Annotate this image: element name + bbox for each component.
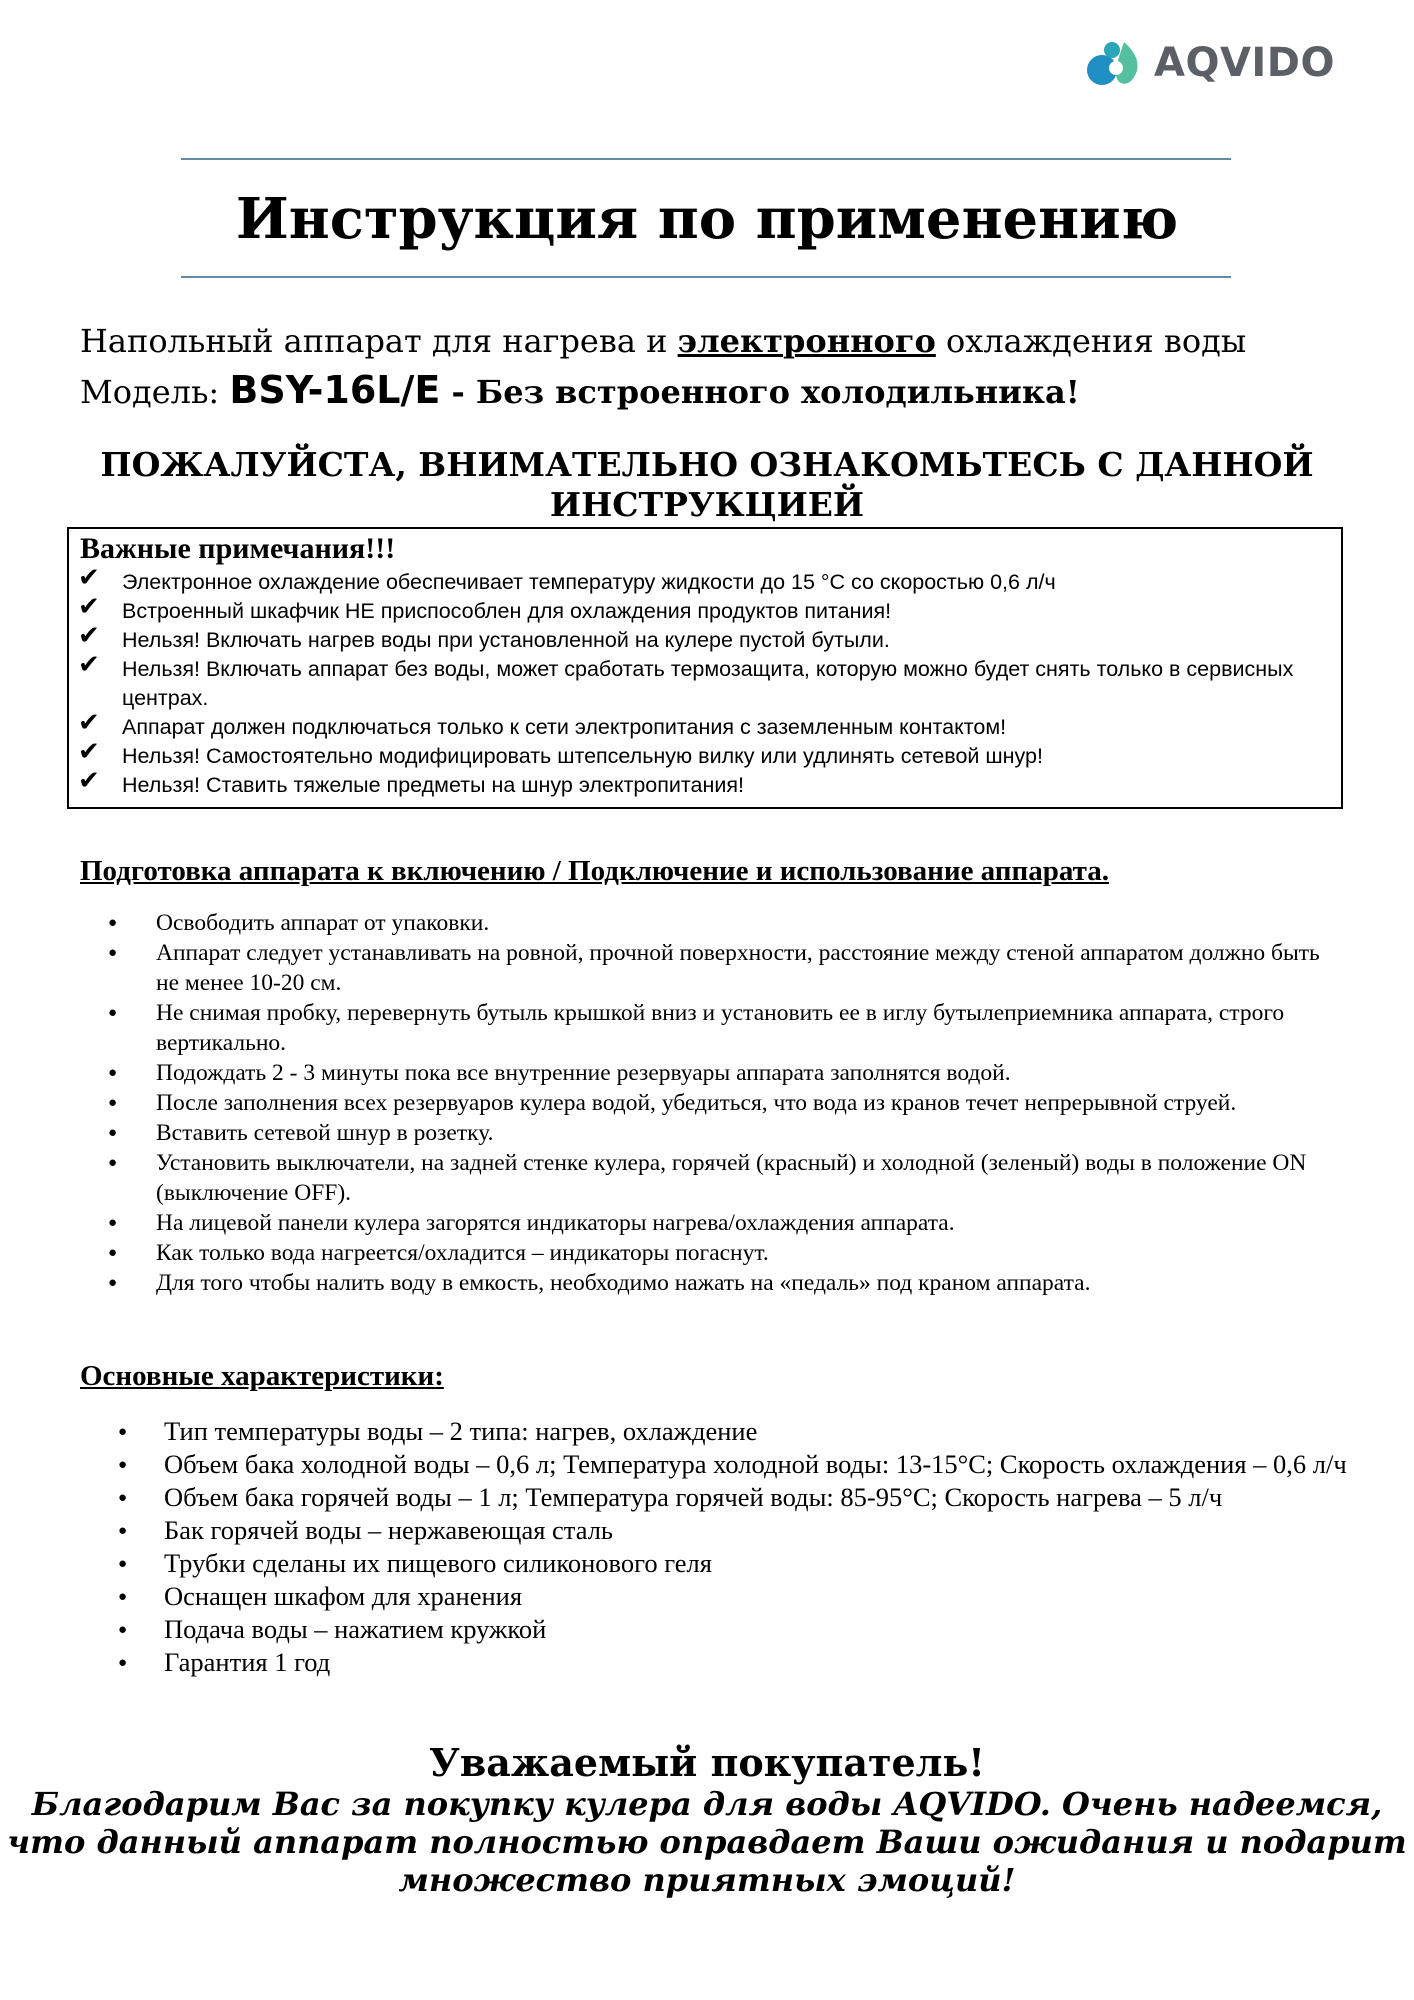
checkmark-icon: ✔: [78, 737, 100, 767]
please-read-notice: ПОЖАЛУЙСТА, ВНИМАТЕЛЬНО ОЗНАКОМЬТЕСЬ С ДАННОЙ ИНСТРУКЦИЕЙ: [100, 445, 1314, 524]
model-line: Модель: BSY-16L/E - Без встроенного холодильника!: [80, 368, 1080, 412]
model-warning: - Без встроенного холодильника!: [440, 373, 1080, 411]
title-rule-bottom: [181, 276, 1231, 278]
list-item: ● Вставить сетевой шнур в розетку.: [108, 1118, 1338, 1148]
list-item: ● Бак горячей воды – нержавеющая сталь: [118, 1514, 1348, 1547]
list-item: ● Тип температуры воды – 2 типа: нагрев, охлаждение: [118, 1415, 1348, 1448]
list-item: ● Как только вода нагреется/охладится – индикаторы погаснут.: [108, 1238, 1338, 1268]
list-item: ● Аппарат следует устанавливать на ровной, прочной поверхности, расстояние между стеной аппаратом должно быть не менее 10-20 см.: [108, 938, 1338, 998]
thanks-message: Благодарим Вас за покупку кулера для воды AQVIDO. Очень надеемся, что данный аппарат полностью оправдает Ваши ожидания и подарит множество приятных эмоций!: [7, 1785, 1407, 1899]
list-item: ● После заполнения всех резервуаров кулера водой, убедиться, что вода из кранов течет непрерывной струей.: [108, 1088, 1338, 1118]
list-item: ✔ Нельзя! Включать аппарат без воды, может сработать термозащита, которую можно будет снять только в сервисных центрах.: [78, 650, 1294, 710]
brand-logo: [1080, 30, 1335, 96]
list-item: ● Гарантия 1 год: [118, 1646, 1348, 1679]
list-item: ● Освободить аппарат от упаковки.: [108, 908, 1338, 938]
list-item: ✔ Встроенный шкафчик НЕ приспособлен для охлаждения продуктов питания!: [78, 592, 892, 623]
list-item: ● Объем бака горячей воды – 1 л; Температура горячей воды: 85-95°C; Скорость нагрева – 5 л/ч: [118, 1481, 1348, 1514]
emphasis-word: электронного: [677, 322, 936, 360]
list-item: ● Установить выключатели, на задней стенке кулера, горячей (красный) и холодной (зеленый) воды в положение ON (выключение OFF).: [108, 1148, 1338, 1208]
specs-heading: Основные характеристики:: [80, 1360, 444, 1392]
model-code: BSY-16L/E: [229, 368, 441, 412]
preparation-heading: Подготовка аппарата к включению / Подключение и использование аппарата.: [80, 855, 1109, 887]
list-item: ✔ Нельзя! Самостоятельно модифицировать штепсельную вилку или удлинять сетевой шнур!: [78, 737, 1043, 768]
list-item: ● Объем бака холодной воды – 0,6 л; Температура холодной воды: 13-15°C; Скорость охлаждения – 0,6 л/ч: [118, 1448, 1348, 1481]
preparation-list: [108, 908, 1338, 1298]
list-item: ✔ Нельзя! Включать нагрев воды при установленной на кулере пустой бутыли.: [78, 621, 890, 652]
important-notes-list: [78, 563, 1328, 800]
list-item: ● Подача воды – нажатием кружкой: [118, 1613, 1348, 1646]
product-description: Напольный аппарат для нагрева и электронного охлаждения воды: [80, 322, 1247, 360]
aqvido-drops-icon: [1080, 30, 1146, 96]
important-notes-title: Важные примечания!!!: [80, 532, 396, 565]
checkmark-icon: ✔: [78, 592, 100, 622]
checkmark-icon: ✔: [78, 563, 100, 593]
list-item: ● Подождать 2 - 3 минуты пока все внутренние резервуары аппарата заполнятся водой.: [108, 1058, 1338, 1088]
list-item: ● Для того чтобы налить воду в емкость, необходимо нажать на «педаль» под краном аппарата.: [108, 1268, 1338, 1298]
list-item: ✔ Нельзя! Ставить тяжелые предметы на шнур электропитания!: [78, 766, 744, 797]
list-item: ● Оснащен шкафом для хранения: [118, 1580, 1348, 1613]
checkmark-icon: ✔: [78, 708, 100, 738]
page-title: Инструкция по применению: [235, 186, 1179, 252]
checkmark-icon: ✔: [78, 650, 100, 680]
checkmark-icon: ✔: [78, 766, 100, 796]
thanks-heading: Уважаемый покупатель!: [429, 1740, 985, 1785]
list-item: ● Трубки сделаны их пищевого силиконового геля: [118, 1547, 1348, 1580]
list-item: ✔ Аппарат должен подключаться только к сети электропитания с заземленным контактом!: [78, 708, 1007, 739]
checkmark-icon: ✔: [78, 621, 100, 651]
title-rule-top: [181, 158, 1231, 160]
list-item: ● Не снимая пробку, перевернуть бутыль крышкой вниз и установить ее в иглу бутылеприемника аппарата, строго вертикально.: [108, 998, 1338, 1058]
brand-name: AQVIDO: [1154, 40, 1336, 86]
list-item: ● На лицевой панели кулера загорятся индикаторы нагрева/охлаждения аппарата.: [108, 1208, 1338, 1238]
specs-list: [118, 1415, 1348, 1679]
list-item: ✔ Электронное охлаждение обеспечивает температуру жидкости до 15 °C со скоростью 0,6 л/ч: [78, 563, 1056, 594]
